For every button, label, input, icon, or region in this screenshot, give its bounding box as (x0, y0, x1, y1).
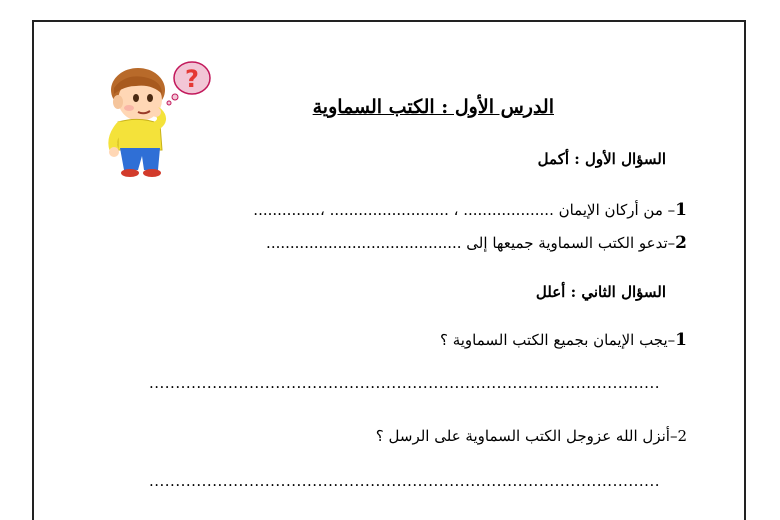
item-number: 2 (675, 233, 687, 253)
question1-heading: السؤال الأول : أكمل (537, 150, 666, 168)
svg-text:?: ? (185, 65, 199, 93)
question2-item-2 (376, 427, 687, 445)
answer-line-2: ................................................................................................. (148, 472, 660, 490)
item-text: – من أركان الإيمان ................... ، ......................... ،.............. (253, 201, 676, 219)
item-text: –أنزل الله عزوجل الكتب السماوية على الرسل ؟ (375, 427, 678, 445)
thinking-boy-icon (96, 60, 216, 178)
item-number: 2 (677, 427, 687, 445)
question2-item-1 (440, 330, 687, 350)
item-number: 1 (675, 330, 687, 350)
lesson-title: الدرس الأول : الكتب السماوية (312, 96, 554, 118)
item-text: –تدعو الكتب السماوية جميعها إلى ......................................... (266, 234, 676, 252)
question2-heading: السؤال الثاني : أعلل (535, 283, 666, 301)
answer-line-1: ................................................................................................. (148, 374, 660, 392)
question1-item-2 (266, 233, 687, 253)
item-number: 1 (675, 200, 687, 220)
item-text: –يجب الإيمان بجميع الكتب السماوية ؟ (439, 331, 676, 349)
question1-item-1 (253, 200, 687, 220)
